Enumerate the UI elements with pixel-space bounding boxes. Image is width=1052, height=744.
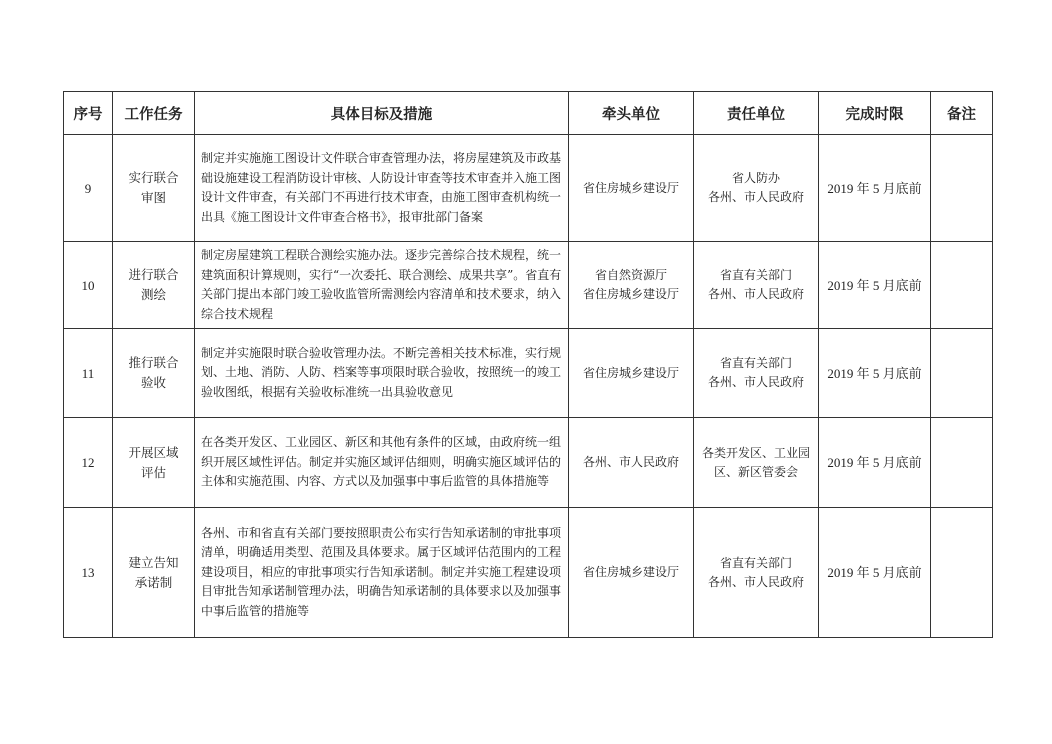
row-seq: 10 xyxy=(64,242,113,329)
responsible-unit-line: 省直有关部门 xyxy=(719,356,792,370)
row-lead-unit xyxy=(569,329,694,418)
row-seq: 12 xyxy=(64,418,113,508)
row-task: 进行联合测绘 xyxy=(113,242,195,329)
header-seq: 序号 xyxy=(64,92,113,135)
row-remarks xyxy=(931,418,993,508)
row-remarks xyxy=(931,135,993,242)
responsible-unit-line: 省人防办 xyxy=(731,171,780,185)
responsible-unit-line: 各州、市人民政府 xyxy=(707,190,804,204)
table-row xyxy=(64,242,993,329)
row-seq: 13 xyxy=(64,508,113,638)
table-row xyxy=(64,418,993,508)
row-seq: 9 xyxy=(64,135,113,242)
row-responsible-unit xyxy=(694,418,819,508)
row-deadline: 2019 年 5 月底前 xyxy=(819,135,931,242)
row-responsible-unit xyxy=(694,242,819,329)
responsible-unit-line: 省直有关部门 xyxy=(719,555,792,570)
header-task: 工作任务 xyxy=(113,92,195,135)
row-seq: 11 xyxy=(64,329,113,418)
task-table xyxy=(63,91,993,638)
lead-unit-line: 各州、市人民政府 xyxy=(582,455,679,469)
header-lead-unit: 牵头单位 xyxy=(569,92,694,135)
header-row xyxy=(64,92,993,135)
row-measures: 制定并实施施工图设计文件联合审查管理办法，将房屋建筑及市政基础设施建设工程消防设计审核、人防设计审查等技术审查并入施工图设计文件审查，有关部门不再进行技术审查，由施工图审查机构统一出具《施工图设计文件审查合格书》，报审批部门备案 xyxy=(195,135,569,242)
header-deadline: 完成时限 xyxy=(819,92,931,135)
row-responsible-unit xyxy=(694,135,819,242)
row-remarks xyxy=(931,329,993,418)
row-task: 实行联合审图 xyxy=(113,135,195,242)
responsible-unit-line: 区、新区管委会 xyxy=(713,464,798,479)
row-deadline: 2019 年 5 月底前 xyxy=(819,242,931,329)
table-row xyxy=(64,329,993,418)
row-lead-unit xyxy=(569,418,694,508)
row-measures: 制定房屋建筑工程联合测绘实施办法。逐步完善综合技术规程，统一建筑面积计算规则，实行“一次委托、联合测绘、成果共享”。省直有关部门提出本部门竣工验收监管所需测绘内容清单和技术要求，纳入综合技术规程 xyxy=(195,242,569,329)
responsible-unit-line: 省直有关部门 xyxy=(719,268,792,282)
row-lead-unit xyxy=(569,242,694,329)
row-measures: 各州、市和省直有关部门要按照职责公布实行告知承诺制的审批事项清单，明确适用类型、范围及具体要求。属于区域评估范围内的工程建设项目，相应的审批事项实行告知承诺制。制定并实施工程建设项目审批告知承诺制管理办法，明确告知承诺制的具体要求以及加强事中事后监管的措施等 xyxy=(195,508,569,638)
row-remarks xyxy=(931,508,993,638)
row-lead-unit xyxy=(569,508,694,638)
table-row xyxy=(64,508,993,638)
lead-unit-line: 省住房城乡建设厅 xyxy=(582,565,679,579)
lead-unit-line: 省住房城乡建设厅 xyxy=(582,180,679,195)
row-task: 推行联合验收 xyxy=(113,329,195,418)
row-remarks xyxy=(931,242,993,329)
row-lead-unit xyxy=(569,135,694,242)
row-responsible-unit xyxy=(694,508,819,638)
row-measures: 在各类开发区、工业园区、新区和其他有条件的区域，由政府统一组织开展区域性评估。制定并实施区域评估细则，明确实施区域评估的主体和实施范围、内容、方式以及加强事中事后监管的具体措施等 xyxy=(195,418,569,508)
row-task: 建立告知承诺制 xyxy=(113,508,195,638)
header-remarks: 备注 xyxy=(931,92,993,135)
row-responsible-unit xyxy=(694,329,819,418)
header-measures: 具体目标及措施 xyxy=(195,92,569,135)
responsible-unit-line: 各州、市人民政府 xyxy=(707,574,804,589)
lead-unit-line: 省住房城乡建设厅 xyxy=(582,287,679,301)
lead-unit-line: 省住房城乡建设厅 xyxy=(582,365,679,380)
responsible-unit-line: 各州、市人民政府 xyxy=(707,287,804,301)
row-deadline: 2019 年 5 月底前 xyxy=(819,329,931,418)
row-deadline: 2019 年 5 月底前 xyxy=(819,418,931,508)
row-measures: 制定并实施限时联合验收管理办法。不断完善相关技术标准，实行规划、土地、消防、人防、档案等事项限时联合验收，按照统一的竣工验收图纸，根据有关验收标准统一出具验收意见 xyxy=(195,329,569,418)
header-responsible-unit: 责任单位 xyxy=(694,92,819,135)
row-deadline: 2019 年 5 月底前 xyxy=(819,508,931,638)
table-row xyxy=(64,135,993,242)
row-task: 开展区域评估 xyxy=(113,418,195,508)
lead-unit-line: 省自然资源厅 xyxy=(594,268,667,282)
responsible-unit-line: 各类开发区、工业园 xyxy=(701,445,810,460)
responsible-unit-line: 各州、市人民政府 xyxy=(707,375,804,389)
